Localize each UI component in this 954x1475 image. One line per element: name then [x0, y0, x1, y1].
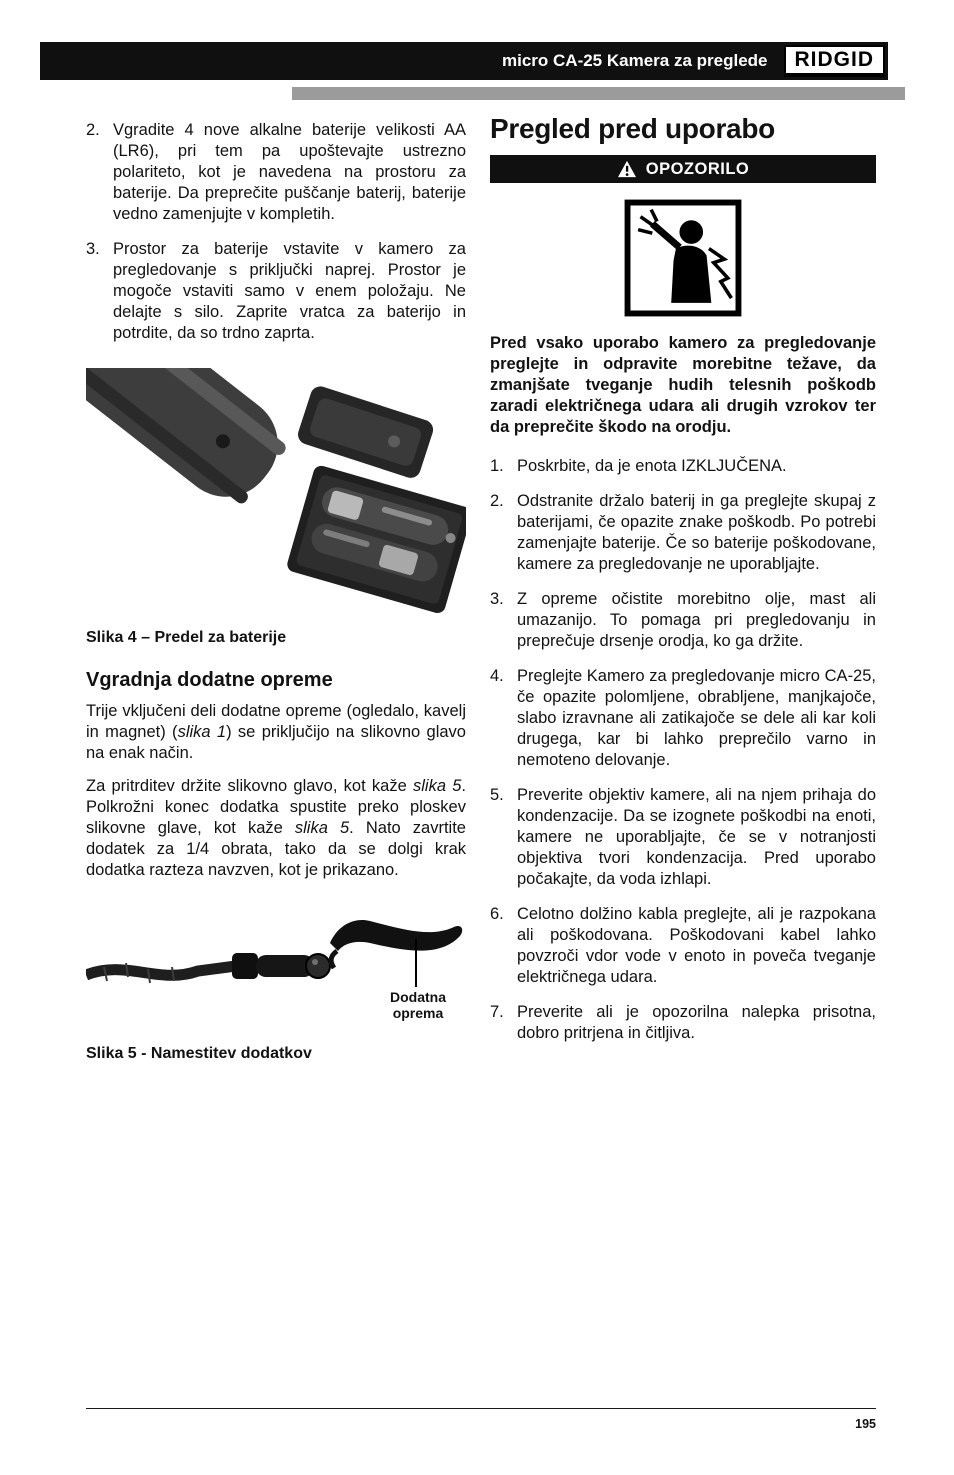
warning-paragraph: Pred vsako uporabo kamero za pregledovanje preglejte in odpravite morebitne težave, da zmanjšate tveganje hudih telesnih poškodb zaradi električnega udara ali drugih vzrokov ter da preprečite škodo na orodju.: [490, 334, 876, 436]
ridgid-logo: RIDGID: [784, 45, 886, 77]
list-number: 2.: [86, 121, 100, 139]
list-number: 3.: [86, 240, 100, 258]
list-text: Preverite ali je opozorilna nalepka prisotna, dobro pritrjena in čitljiva.: [517, 1003, 876, 1042]
footer-rule: [86, 1408, 876, 1409]
section-heading: Vgradnja dodatne opreme: [86, 669, 333, 691]
figure4-caption: Slika 4 – Predel za baterije: [86, 629, 287, 646]
text-run: Trije vključeni deli dodatne opreme (ogledalo, kavelj in magnet) (: [86, 702, 466, 741]
list-item: [490, 491, 876, 575]
header-accent-bar: [292, 87, 905, 100]
list-number: 7.: [490, 1003, 504, 1021]
list-item: [490, 589, 876, 652]
page-title: micro CA-25 Kamera za preglede: [502, 51, 768, 70]
list-item: [490, 456, 876, 477]
header-bar: [40, 42, 888, 80]
list-text: Preverite objektiv kamere, ali na njem prihaja do kondenzacije. Da se izognete poškodbi na enoti, kamere ne uporabljajte, če se v notranjosti objektiva tvori kondenzacija. Pred uporabo počakajte, da voda izhlapi.: [517, 786, 876, 888]
list-text: Prostor za baterije vstavite v kamero za pregledovanje s priključki naprej. Prostor je mogoče vstaviti samo v enem položaju. Ne delajte s silo. Zaprite vratca za baterijo in potrdite, da so trdno zaprta.: [113, 240, 466, 342]
text-run: Za pritrditev držite slikovno glavo, kot kaže: [86, 777, 413, 795]
page-number: 195: [855, 1417, 876, 1431]
text-run-italic: slika 5: [412, 777, 462, 795]
list-item: [490, 785, 876, 890]
list-number: 6.: [490, 905, 504, 923]
paragraph: [86, 701, 466, 764]
list-text: Z opreme očistite morebitno olje, mast ali umazanijo. To pomaga pri pregledovanju in preprečuje drsenje orodja, ko ga držite.: [517, 590, 876, 650]
list-text: Preglejte Kamero za pregledovanje micro CA-25, če opazite polomljene, obrabljene, manjkajoče, slabo izravnane ali zatikajoče se dele ali kar koli drugega, kar bi lahko preprečilo varno in nemoteno delovanje.: [517, 667, 876, 769]
battery-compartment-photo: [86, 368, 466, 623]
text-run: . Nato zavrtite dodatek za 1/4 obrata, tako da se dolgi krak dodatka razteza navzven, kot je prikazano.: [86, 819, 466, 879]
electric-shock-pictogram: [624, 199, 742, 317]
text-run-italic: slika 5: [294, 819, 350, 837]
list-number: 2.: [490, 492, 504, 510]
section-title: Pregled pred uporabo: [490, 113, 775, 144]
text-run: ) se priključijo na slikovno glavo na enak način.: [86, 723, 466, 762]
text-run: . Polkrožni konec dodatka spustite preko ploskev slikovne glave, kot kaže: [86, 777, 466, 837]
list-number: 3.: [490, 590, 504, 608]
paragraph: [86, 776, 466, 881]
warning-banner: [490, 155, 876, 183]
list-item: [490, 666, 876, 771]
list-number: 5.: [490, 786, 504, 804]
list-text: Celotno dolžino kabla preglejte, ali je razpokana ali poškodovana. Poškodovani kabel lahko povzroči vdor vode v enoto in poveča tveganje električnega udara.: [517, 905, 876, 986]
list-number: 4.: [490, 667, 504, 685]
list-text: Vgradite 4 nove alkalne baterije velikosti AA (LR6), pri tem pa upoštevajte ustrezno polariteto, kot je navedena na prostoru za baterije. Da preprečite puščanje baterij, baterije vedno zamenjujte v kompletih.: [113, 121, 466, 223]
battery-compartment-illustration: [86, 368, 466, 623]
right-column: [490, 113, 876, 1058]
list-item: [490, 1002, 876, 1044]
warning-banner-label: OPOZORILO: [645, 159, 750, 178]
list-text: Poskrbite, da je enota IZKLJUČENA.: [517, 457, 787, 475]
figure5-caption: Slika 5 - Namestitev dodatkov: [86, 1045, 312, 1062]
list-text: Odstranite držalo baterij in ga preglejte skupaj z baterijami, če opazite znake poškodb. Po potrebi zamenjajte baterije. Če so baterije poškodovane, kamere za pregledovanje ne uporabljajte.: [517, 492, 876, 573]
list-item: [86, 239, 466, 344]
list-item: [490, 904, 876, 988]
list-item: [86, 120, 466, 225]
text-run-italic: slika 1: [177, 723, 227, 741]
list-number: 1.: [490, 457, 504, 475]
warning-triangle-icon: [617, 160, 637, 178]
left-column: [86, 120, 466, 1064]
figure5-callout-label: Dodatna oprema: [390, 989, 446, 1021]
accessory-installation-photo: [86, 897, 466, 1039]
